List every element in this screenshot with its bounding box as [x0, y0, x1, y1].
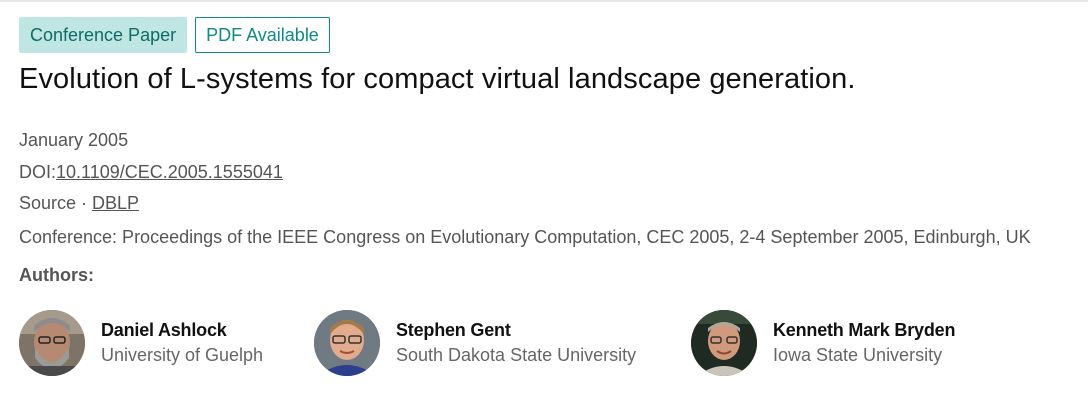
author-avatar[interactable] [691, 310, 757, 376]
author-name[interactable]: Stephen Gent [396, 320, 511, 340]
author-avatar[interactable] [314, 310, 380, 376]
source-link[interactable]: DBLP [92, 193, 140, 213]
publication-type-badge[interactable]: Conference Paper [19, 17, 187, 53]
author-card[interactable] [314, 310, 636, 376]
author-card[interactable] [691, 310, 955, 376]
doi-row [19, 162, 283, 183]
conference-info: Conference: Proceedings of the IEEE Congress on Evolutionary Computation, CEC 2005, 2-4 September 2005, Edinburgh, UK [19, 227, 1031, 247]
author-card[interactable] [19, 310, 263, 376]
authors-heading: Authors: [19, 265, 94, 285]
author-name[interactable]: Daniel Ashlock [101, 320, 227, 340]
doi-link[interactable]: 10.1109/CEC.2005.1555041 [56, 162, 283, 182]
publication-badges [19, 17, 330, 53]
doi-label: DOI: [19, 162, 57, 182]
author-institution[interactable]: Iowa State University [773, 345, 943, 365]
source-row [19, 193, 139, 214]
publication-title: Evolution of L-systems for compact virtual landscape generation. [19, 63, 856, 95]
source-label: Source · [19, 193, 93, 213]
author-institution[interactable]: South Dakota State University [396, 345, 637, 365]
author-avatar[interactable] [19, 310, 85, 376]
publication-date: January 2005 [19, 130, 129, 150]
pdf-available-badge[interactable]: PDF Available [195, 17, 330, 53]
author-institution[interactable]: University of Guelph [101, 345, 264, 365]
top-divider [0, 0, 1088, 2]
author-name[interactable]: Kenneth Mark Bryden [773, 320, 956, 340]
